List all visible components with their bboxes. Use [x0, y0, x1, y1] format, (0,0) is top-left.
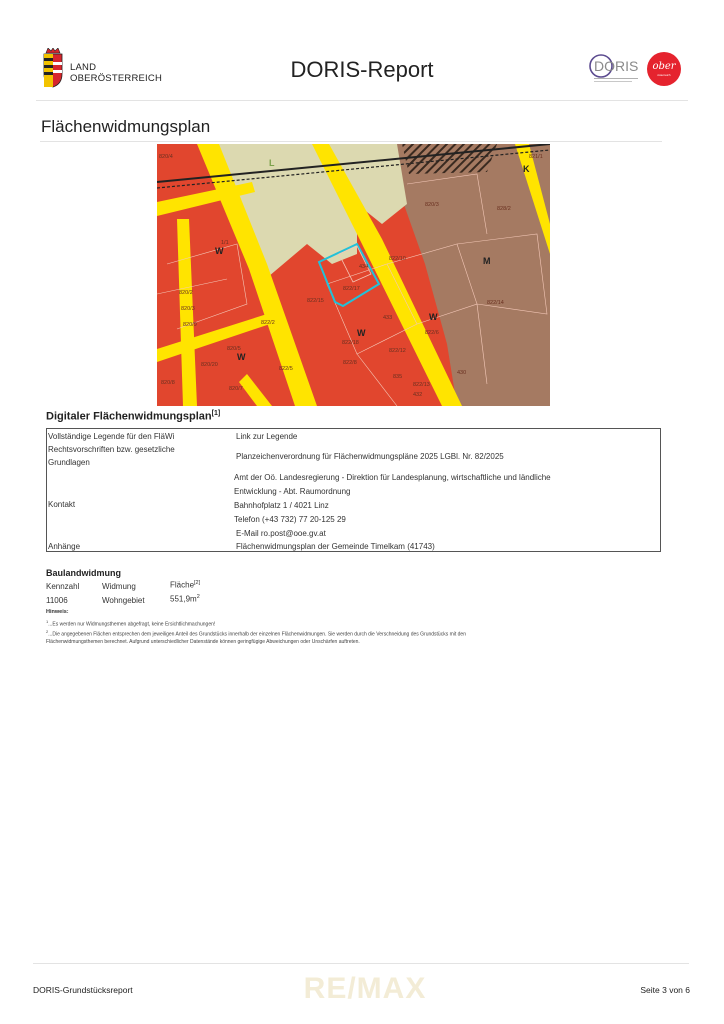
- note-2-line2: Flächenwidmungsthemen berechnet. Aufgrund unterschiedlicher Datenstände können geringfügige Abweichungen oder Unschärfen auftreten.: [46, 639, 360, 645]
- doris-logo: [588, 52, 640, 86]
- attachments-value[interactable]: Flächenwidmungsplan der Gemeinde Timelkam (41743): [236, 542, 435, 551]
- cell-widmung: Wohngebiet: [102, 596, 145, 605]
- parcel-label: 820/3: [425, 202, 439, 208]
- parcel-label: 820/2: [179, 290, 193, 296]
- parcel-label: 820/3: [181, 306, 195, 312]
- rules-label-line2: Grundlagen: [48, 458, 90, 467]
- note-text: ...Es werden nur Widmungsthemen abgefragt, keine Ersichtlichmachungen!: [48, 621, 216, 628]
- parcel-label: 828/2: [497, 206, 511, 212]
- parcel-label: 432: [413, 392, 423, 398]
- rules-label-line1: Rechtsvorschriften bzw. gesetzliche: [48, 445, 175, 454]
- parcel-label: 430: [457, 370, 467, 376]
- digital-plan-title-text: Digitaler Flächenwidmungsplan: [46, 410, 212, 423]
- section-divider: [40, 141, 662, 142]
- digital-plan-title: [46, 410, 220, 423]
- parcel-label: 433: [383, 315, 393, 321]
- cell-flaeche: [170, 594, 200, 604]
- footer-report-name: DORIS-Grundstücksreport: [33, 985, 133, 995]
- contact-address: Bahnhofplatz 1 / 4021 Linz: [234, 501, 329, 510]
- hatched-area: [402, 144, 497, 174]
- page-number: Seite 3 von 6: [640, 985, 690, 995]
- ober-logo-text: ober: [652, 61, 676, 72]
- col-header-widmung: Widmung: [102, 582, 136, 591]
- parcel-label: 822/12: [389, 348, 406, 354]
- footer-divider: [33, 963, 689, 964]
- parcel-label: 822/10: [389, 256, 406, 262]
- parcel-label: 822/8: [343, 360, 357, 366]
- parcel-label: 822/13: [413, 382, 430, 388]
- note-text: ...Die angegebenen Flächen entsprechen dem jeweiligen Anteil des Grundstücks innerhalb der einzelnen Flächenwidmungen. Sie werden durch die Verschneidung des Grundstücks mit den: [48, 631, 466, 638]
- zone-letter: W: [357, 328, 366, 338]
- legend-link[interactable]: Link zur Legende: [236, 432, 298, 441]
- oberoesterreich-logo: [647, 52, 681, 86]
- legend-label: Vollständige Legende für den FläWi: [48, 432, 175, 441]
- zone-letter: W: [429, 312, 438, 322]
- section-title: Flächenwidmungsplan: [41, 117, 211, 136]
- report-title: DORIS-Report: [290, 57, 434, 82]
- zone-letter: W: [215, 246, 224, 256]
- remax-watermark: RE/MAX: [303, 972, 427, 1005]
- parcel-label: 822/6: [425, 330, 439, 336]
- header-divider: [36, 100, 688, 101]
- parcel-label: 820/8: [161, 380, 175, 386]
- hinweis-label: Hinweis:: [46, 609, 69, 615]
- flaeche-value: 551,9m: [170, 594, 197, 604]
- attachments-label: Anhänge: [48, 542, 81, 551]
- contact-label: Kontakt: [48, 500, 76, 509]
- doris-logo-text: DORIS: [594, 58, 639, 74]
- zone-letter: K: [523, 164, 530, 174]
- zone-letter: W: [237, 352, 246, 362]
- land-line1: LAND: [70, 62, 97, 73]
- contact-email[interactable]: E-Mail ro.post@ooe.gv.at: [236, 529, 326, 538]
- note-2-line1: [46, 629, 466, 638]
- contact-line1: Amt der Oö. Landesregierung - Direktion für Landesplanung, wirtschaftliche und ländliche: [234, 473, 551, 482]
- footnote-ref: [1]: [211, 410, 221, 417]
- cell-kennzahl: 11006: [46, 596, 68, 605]
- parcel-label: 820/4: [159, 154, 173, 160]
- zone-letter: M: [483, 256, 491, 266]
- note-number: 2: [46, 629, 49, 634]
- parcel-label: 820/20: [201, 362, 218, 368]
- col-header-kennzahl: Kennzahl: [46, 582, 80, 591]
- flaeche-label: Fläche: [170, 580, 195, 590]
- parcel-label: 822/18: [342, 340, 359, 346]
- land-line2: OBERÖSTERREICH: [70, 73, 163, 84]
- note-number: 1: [46, 619, 49, 624]
- note-1: [46, 619, 215, 628]
- unit-exponent: 2: [196, 594, 200, 600]
- col-header-flaeche: [170, 580, 200, 590]
- parcel-label: 822/14: [487, 300, 504, 306]
- parcel-label: 1/1: [221, 240, 229, 246]
- parcel-label: 434: [359, 264, 369, 270]
- parcel-label: 820/7: [229, 386, 243, 392]
- contact-phone: Telefon (+43 732) 77 20-125 29: [234, 515, 346, 524]
- ober-logo-subtext: österreich: [657, 73, 671, 77]
- zone-letter: L: [269, 158, 275, 168]
- parcel-label: 835: [393, 374, 403, 380]
- bauland-title: Baulandwidmung: [46, 568, 121, 578]
- contact-line2: Entwicklung - Abt. Raumordnung: [234, 487, 351, 496]
- parcel-label: 822/2: [261, 320, 275, 326]
- parcel-label: 821/1: [529, 154, 543, 160]
- info-table: [46, 428, 661, 552]
- zoning-map: [157, 144, 550, 406]
- footnote-ref: [2]: [194, 580, 201, 586]
- parcel-label: 822/15: [307, 298, 324, 304]
- parcel-label: 820/9: [183, 322, 197, 328]
- parcel-label: 822/5: [279, 366, 293, 372]
- parcel-label: 822/17: [343, 286, 360, 292]
- rules-value: Planzeichenverordnung für Flächenwidmungspläne 2025 LGBl. Nr. 82/2025: [236, 452, 504, 461]
- parcel-label: 820/5: [227, 346, 241, 352]
